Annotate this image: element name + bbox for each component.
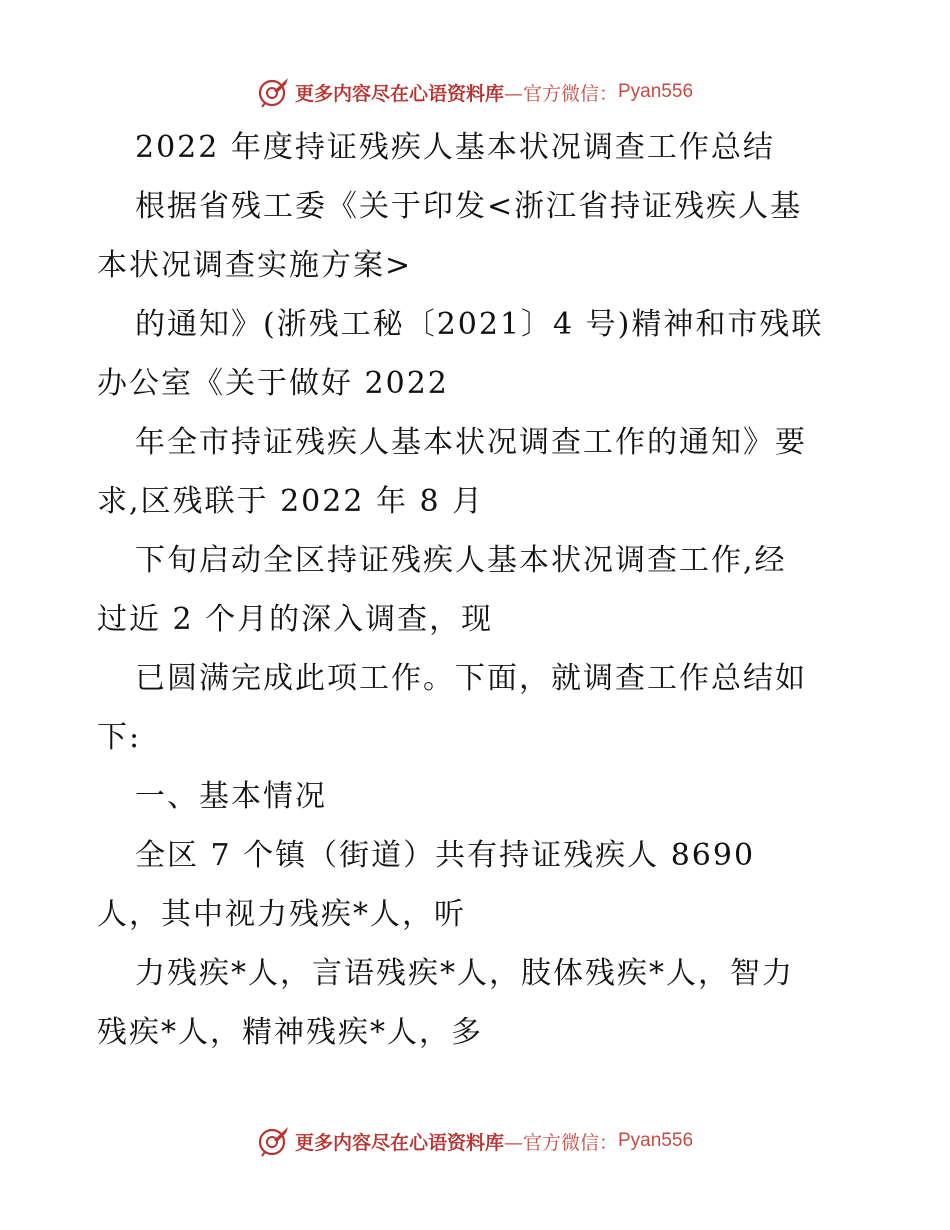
document-body — [97, 118, 857, 1062]
paragraph-line: 根据省残工委《关于印发<浙江省持证残疾人基 — [135, 189, 803, 224]
watermark-wechat-label: —官方微信： — [503, 82, 618, 105]
watermark-brand-text: 更多内容尽在心语资料库 — [294, 1131, 504, 1154]
paragraph-line: 年全市持证残疾人基本状况调查工作的通知》要 — [135, 425, 807, 460]
paragraph-line: 下: — [97, 720, 142, 755]
paragraph-line: 残疾*人，精神残疾*人，多 — [97, 1015, 483, 1050]
paragraph-line: 下旬启动全区持证残疾人基本状况调查工作,经 — [135, 543, 787, 578]
paragraph-line: 人，其中视力残疾*人，听 — [97, 897, 466, 932]
quill-logo-icon — [257, 1124, 291, 1158]
watermark-wechat-id: Pyan556 — [618, 1130, 694, 1151]
header-watermark — [0, 72, 950, 112]
quill-logo-icon — [257, 75, 291, 109]
paragraph-line: 全区 7 个镇（街道）共有持证残疾人 8690 — [135, 838, 756, 873]
watermark-wechat-label: —官方微信： — [503, 1131, 618, 1154]
paragraph-line: 本状况调查实施方案> — [97, 248, 413, 283]
footer-watermark — [0, 1121, 950, 1161]
paragraph-line: 已圆满完成此项工作。下面，就调查工作总结如 — [135, 661, 807, 696]
paragraph-line: 过近 2 个月的深入调查，现 — [97, 602, 494, 637]
paragraph-line: 的通知》(浙残工秘〔2021〕4 号)精神和市残联 — [135, 307, 824, 342]
paragraph-line: 求,区残联于 2022 年 8 月 — [97, 484, 485, 519]
paragraph-line: 力残疾*人，言语残疾*人，肢体残疾*人，智力 — [135, 956, 794, 991]
watermark-wechat-id: Pyan556 — [618, 81, 694, 102]
document-title: 2022 年度持证残疾人基本状况调查工作总结 — [135, 130, 775, 165]
section-heading: 一、基本情况 — [135, 779, 327, 814]
watermark-brand-text: 更多内容尽在心语资料库 — [294, 82, 504, 105]
paragraph-line: 办公室《关于做好 2022 — [97, 366, 449, 401]
